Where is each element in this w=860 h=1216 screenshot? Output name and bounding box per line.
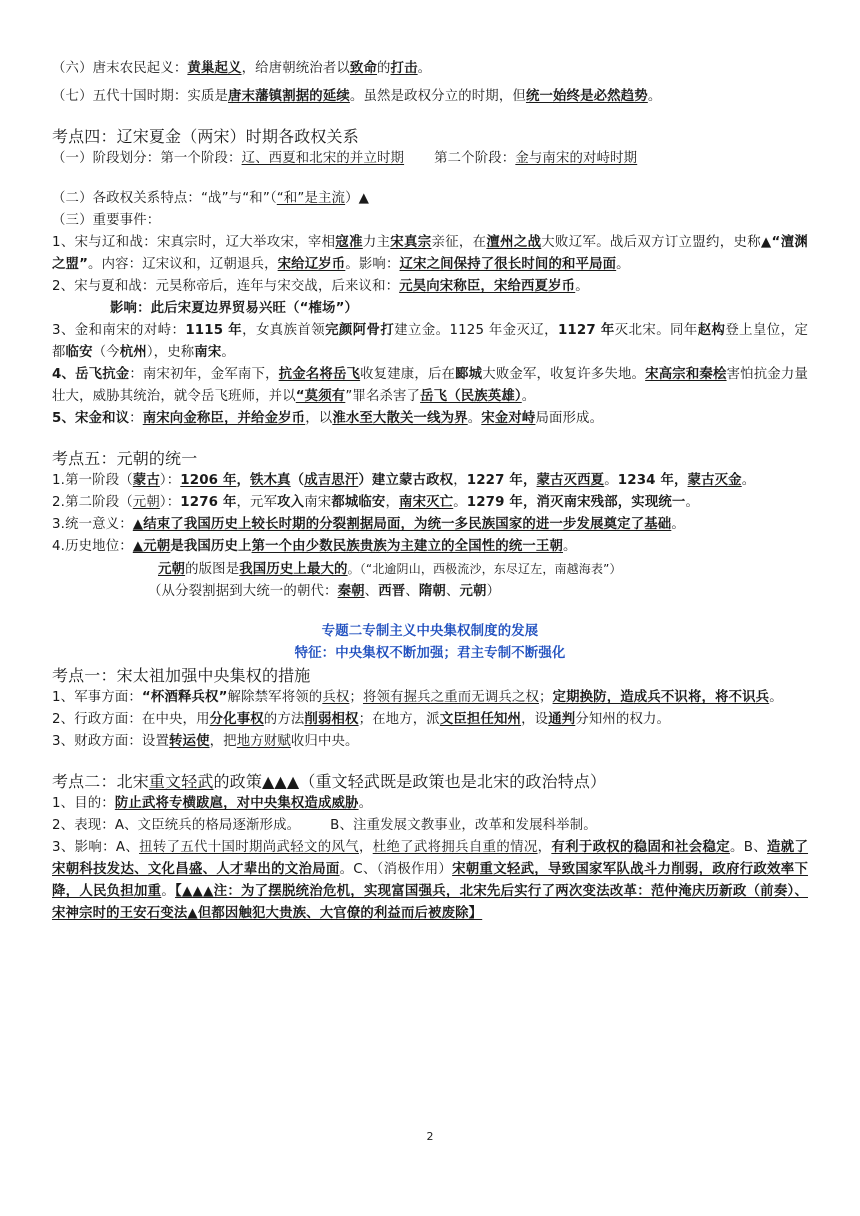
- topic-subtitle: 特征：中央集权不断加强；君主专制不断强化: [294, 646, 566, 661]
- section-heading: 考点一：宋太祖加强中央集权的措施: [52, 666, 311, 685]
- paragraph: 1、宋与辽和战：宋真宗时，辽大举攻宋，宰相寇准力主宋真宗亲征，在澶州之战大败辽军。战后双方订立盟约，史称▲“澶渊之盟”。内容：辽宋议和，辽朝退兵，宋给辽岁币。影响：辽宋之间保持了很长时间的和平局面。: [52, 235, 808, 272]
- text-line: （三）重要事件：: [52, 213, 161, 228]
- text-line: 影响：此后宋夏边界贸易兴旺（“榷场”）: [110, 301, 359, 316]
- section-heading: 考点四：辽宋夏金（两宋）时期各政权关系: [52, 127, 359, 146]
- document-page: [52, 58, 808, 925]
- text-line: 5、宋金和议：南宋向金称臣，并给金岁币，以淮水至大散关一线为界。宋金对峙局面形成。: [52, 411, 604, 426]
- topic-title: 专题二专制主义中央集权制度的发展: [321, 624, 539, 639]
- paragraph: 1.第一阶段（蒙古）：1206 年，铁木真（成吉思汗）建立蒙古政权，1227 年，蒙古灭西夏。1234 年，蒙古灭金。: [52, 473, 756, 488]
- section-heading: 考点五：元朝的统一: [52, 449, 198, 468]
- text-line: 2、表现：A、文臣统兵的格局逐渐形成。 B、注重发展文教事业，改革和发展科举制。: [52, 818, 597, 833]
- text-line: 3.统一意义：▲结束了我国历史上较长时期的分裂割据局面，为统一多民族国家的进一步发展奠定了基础。: [52, 517, 685, 532]
- text-line: （从分裂割据到大统一的朝代：秦朝、西晋、隋朝、元朝）: [148, 584, 501, 599]
- text-line: 2、行政方面：在中央，用分化事权的方法削弱相权；在地方，派文臣担任知州，设通判分知州的权力。: [52, 712, 671, 727]
- paragraph: 3、金和南宋的对峙：1115 年，女真族首领完颜阿骨打建立金。1125 年金灭辽，1127 年灭北宋。同年赵构登上皇位，定都临安（今杭州），史称南宋。: [52, 323, 808, 360]
- paragraph: 3、影响：A、扭转了五代十国时期尚武轻文的风气，杜绝了武将拥兵自重的情况，有利于政权的稳固和社会稳定。B、造就了宋朝科技发达、文化昌盛、人才辈出的文治局面。C、（消极作用）宋朝重文轻武，导致国家军队战斗力削弱，政府行政效率下降，人民负担加重。【▲▲▲注：为了摆脱统治危机，实现富国强兵，北宋先后实行了两次变法改革：范仲淹庆历新政（前奏）、宋神宗时的王安石变法▲但都因触犯大贵族、大官僚的利益而后被废除】: [52, 840, 809, 921]
- text-line: （六）唐末农民起义：黄巢起义，给唐朝统治者以致命的打击。: [52, 61, 432, 76]
- text-line: 4.历史地位：▲元朝是我国历史上第一个由少数民族贵族为主建立的全国性的统一王朝。: [52, 539, 577, 554]
- text-line: （一）阶段划分：第一个阶段：辽、西夏和北宋的并立时期 第二个阶段：金与南宋的对峙时期: [52, 151, 638, 166]
- paragraph: 4、岳飞抗金：南宋初年，金军南下，抗金名将岳飞收复建康，后在郾城大败金军，收复许多失地。宋高宗和秦桧害怕抗金力量壮大，威胁其统治，就令岳飞班师，并以“莫须有”罪名杀害了岳飞（民族英雄）。: [52, 367, 808, 404]
- paragraph: 1、军事方面：“杯酒释兵权”解除禁军将领的兵权；将领有握兵之重而无调兵之权；定期换防，造成兵不识将，将不识兵。: [52, 690, 783, 705]
- section-heading: 考点二：北宋重文轻武的政策▲▲▲（重文轻武既是政策也是北宋的政治特点）: [52, 772, 607, 791]
- text-line: 2、宋与夏和战：元昊称帝后，连年与宋交战，后来议和：元昊向宋称臣，宋给西夏岁币。: [52, 279, 589, 294]
- text-line: 元朝的版图是我国历史上最大的。（“北逾阴山，西极流沙，东尽辽左，南越海表”）: [158, 562, 622, 577]
- text-line: 1、目的：防止武将专横跋扈，对中央集权造成威胁。: [52, 796, 373, 811]
- page-number: 2: [426, 1130, 434, 1143]
- text-line: （二）各政权关系特点：“战”与“和”（“和”是主流）▲: [52, 191, 370, 206]
- text-line: 2.第二阶段（元朝）：1276 年，元军攻入南宋都城临安，南宋灭亡。1279 年，消灭南宋残部，实现统一。: [52, 495, 700, 510]
- text-line: 3、财政方面：设置转运使，把地方财赋收归中央。: [52, 734, 359, 749]
- text-line: （七）五代十国时期：实质是唐末藩镇割据的延续。虽然是政权分立的时期，但统一始终是必然趋势。: [52, 89, 662, 104]
